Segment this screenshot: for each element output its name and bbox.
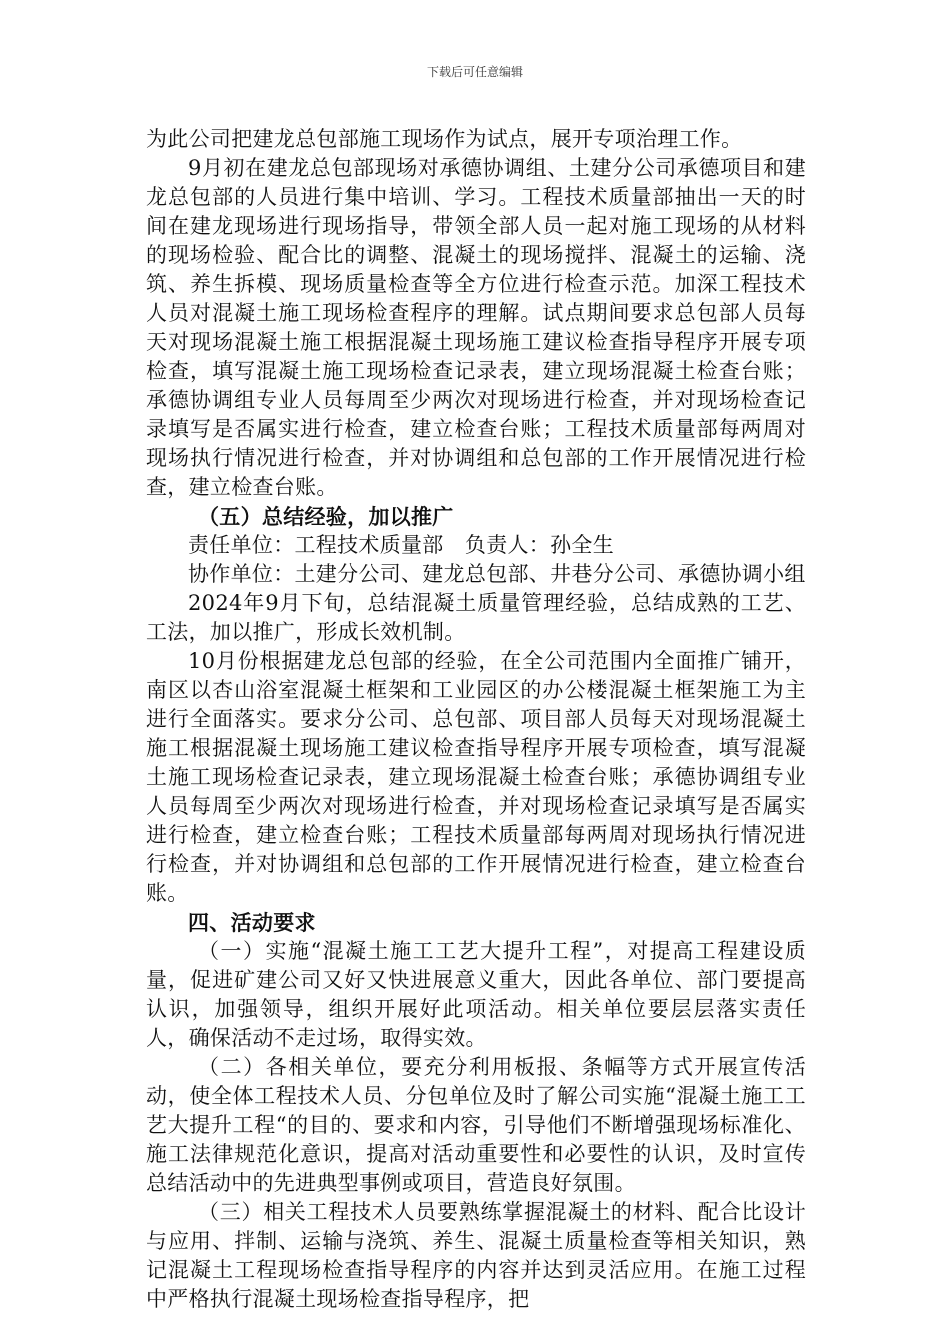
paragraph: 为此公司把建龙总包部施工现场作为试点，展开专项治理工作。 — [146, 127, 743, 151]
responsible-unit-line: 责任单位：工程技术质量部 负责人：孙全生 — [188, 533, 614, 557]
section-heading: 四、活动要求 — [188, 910, 316, 935]
paragraph: 2024年9月下旬，总结混凝土质量管理经验，总结成熟的工艺、工法，加以推广，形成长效机制。 — [146, 591, 806, 644]
paragraph: （一）实施“混凝土施工工艺大提升工程”，对提高工程建设质量，促进矿建公司又好又快进展意义重大，因此各单位、部门要提高认识，加强领导，组织开展好此项活动。相关单位要层层落实责任人，确保活动不走过场，取得实效。 — [146, 939, 806, 1050]
paragraph: （二）各相关单位，要充分利用板报、条幅等方式开展宣传活动，使全体工程技术人员、分包单位及时了解公司实施“混凝土施工工艺大提升工程“的目的、要求和内容，引导他们不断增强现场标准化、施工法律规范化意识，提高对活动重要性和必要性的认识，及时宣传总结活动中的先进典型事例或项目，营造良好氛围。 — [146, 1055, 806, 1195]
paragraph: （三）相关工程技术人员要熟练掌握混凝土的材料、配合比设计与应用、拌制、运输与浇筑、养生、混凝土质量检查等相关知识，熟记混凝土工程现场检查指导程序的内容并达到灵活应用。在施工过程中严格执行混凝土现场检查指导程序，把 — [146, 1200, 806, 1311]
cooperating-unit-line: 协作单位：土建分公司、建龙总包部、井巷分公司、承德协调小组 — [188, 562, 806, 586]
paragraph: 9月初在建龙总包部现场对承德协调组、土建分公司承德项目和建龙总包部的人员进行集中培训、学习。工程技术质量部抽出一天的时间在建龙现场进行现场指导，带领全部人员一起对施工现场的从材料的现场检验、配合比的调整、混凝土的现场搅拌、混凝土的运输、浇筑、养生拆模、现场质量检查等全方位进行检查示范。加深工程技术人员对混凝土施工现场检查程序的理解。试点期间要求总包部人员每天对现场混凝土施工根据混凝土现场施工建议检查指导程序开展专项检查，填写混凝土施工现场检查记录表，建立现场混凝土检查台账；承德协调组专业人员每周至少两次对现场进行检查，并对现场检查记录填写是否属实进行检查，建立检查台账；工程技术质量部每两周对现场执行情况进行检查，并对协调组和总包部的工作开展情况进行检查，建立检查台账。 — [146, 156, 806, 499]
document-body — [146, 125, 806, 1314]
section-heading: （五）总结经验，加以推广 — [198, 504, 454, 529]
paragraph: 10月份根据建龙总包部的经验，在全公司范围内全面推广铺开，南区以杏山浴室混凝土框架和工业园区的办公楼混凝土框架施工为主进行全面落实。要求分公司、总包部、项目部人员每天对现场混凝土施工根据混凝土现场施工建议检查指导程序开展专项检查，填写混凝土施工现场检查记录表，建立现场混凝土检查台账；承德协调组专业人员每周至少两次对现场进行检查，并对现场检查记录填写是否属实进行检查，建立检查台账；工程技术质量部每两周对现场执行情况进行检查，并对协调组和总包部的工作开展情况进行检查，建立检查台账。 — [146, 649, 806, 905]
page-header: 下载后可任意编辑 — [426, 65, 523, 79]
